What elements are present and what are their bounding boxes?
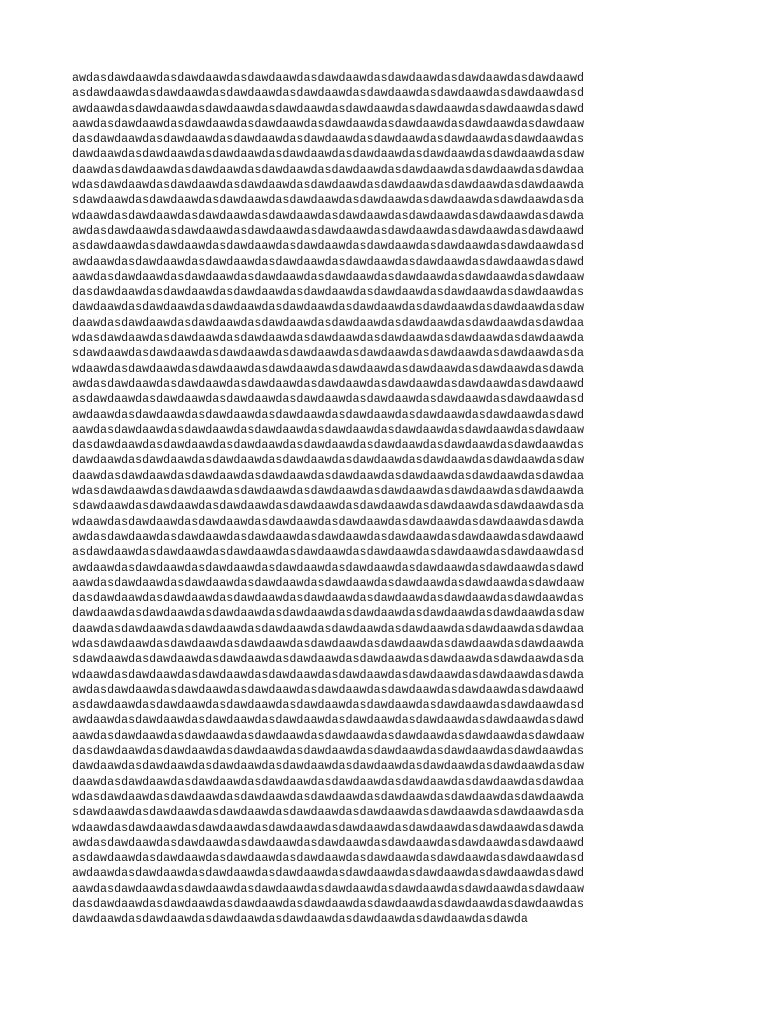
text-line: daawdasdawdaawdasdawdaawdasdawdaawdasdawdaawdasdawdaawdasdawdaawdasdawdaa: [72, 315, 584, 330]
text-line: asdawdaawdasdawdaawdasdawdaawdasdawdaawdasdawdaawdasdawdaawdasdawdaawdasd: [72, 239, 584, 254]
body-text: [72, 71, 712, 928]
text-line: daawdasdawdaawdasdawdaawdasdawdaawdasdawdaawdasdawdaawdasdawdaawdasdawdaa: [72, 468, 584, 483]
text-line: wdasdawdaawdasdawdaawdasdawdaawdasdawdaawdasdawdaawdasdawdaawdasdawdaawda: [72, 636, 584, 651]
text-line: aawdasdawdaawdasdawdaawdasdawdaawdasdawdaawdasdawdaawdasdawdaawdasdawdaaw: [72, 269, 584, 284]
text-line: aawdasdawdaawdasdawdaawdasdawdaawdasdawdaawdasdawdaawdasdawdaawdasdawdaaw: [72, 881, 584, 896]
text-line: dawdaawdasdawdaawdasdawdaawdasdawdaawdasdawdaawdasdawdaawdasdawdaawdasdaw: [72, 453, 584, 468]
text-line: daawdasdawdaawdasdawdaawdasdawdaawdasdawdaawdasdawdaawdasdawdaawdasdawdaa: [72, 621, 584, 636]
text-line: aawdasdawdaawdasdawdaawdasdawdaawdasdawdaawdasdawdaawdasdawdaawdasdawdaaw: [72, 728, 584, 743]
text-line: aawdasdawdaawdasdawdaawdasdawdaawdasdawdaawdasdawdaawdasdawdaawdasdawdaaw: [72, 575, 584, 590]
text-line: daawdasdawdaawdasdawdaawdasdawdaawdasdawdaawdasdawdaawdasdawdaawdasdawdaa: [72, 162, 584, 177]
text-line: awdaawdasdawdaawdasdawdaawdasdawdaawdasdawdaawdasdawdaawdasdawdaawdasdawd: [72, 560, 584, 575]
text-line: awdaawdasdawdaawdasdawdaawdasdawdaawdasdawdaawdasdawdaawdasdawdaawdasdawd: [72, 407, 584, 422]
text-line: dasdawdaawdasdawdaawdasdawdaawdasdawdaawdasdawdaawdasdawdaawdasdawdaawdas: [72, 744, 584, 759]
text-line: dawdaawdasdawdaawdasdawdaawdasdawdaawdasdawdaawdasdawdaawdasdawdaawdasdaw: [72, 759, 584, 774]
text-line: wdaawdasdawdaawdasdawdaawdasdawdaawdasdawdaawdasdawdaawdasdawdaawdasdawda: [72, 208, 584, 223]
text-line: asdawdaawdasdawdaawdasdawdaawdasdawdaawdasdawdaawdasdawdaawdasdawdaawdasd: [72, 545, 584, 560]
text-line: wdasdawdaawdasdawdaawdasdawdaawdasdawdaawdasdawdaawdasdawdaawdasdawdaawda: [72, 484, 584, 499]
text-line: aawdasdawdaawdasdawdaawdasdawdaawdasdawdaawdasdawdaawdasdawdaawdasdawdaaw: [72, 116, 584, 131]
text-line: asdawdaawdasdawdaawdasdawdaawdasdawdaawdasdawdaawdasdawdaawdasdawdaawdasd: [72, 86, 584, 101]
text-line: awdasdawdaawdasdawdaawdasdawdaawdasdawdaawdasdawdaawdasdawdaawdasdawdaawd: [72, 223, 584, 238]
text-line: wdaawdasdawdaawdasdawdaawdasdawdaawdasdawdaawdasdawdaawdasdawdaawdasdawda: [72, 361, 584, 376]
text-line: daawdasdawdaawdasdawdaawdasdawdaawdasdawdaawdasdawdaawdasdawdaawdasdawdaa: [72, 774, 584, 789]
text-line: sdawdaawdasdawdaawdasdawdaawdasdawdaawdasdawdaawdasdawdaawdasdawdaawdasda: [72, 499, 584, 514]
text-line: sdawdaawdasdawdaawdasdawdaawdasdawdaawdasdawdaawdasdawdaawdasdawdaawdasda: [72, 193, 584, 208]
text-line: sdawdaawdasdawdaawdasdawdaawdasdawdaawdasdawdaawdasdawdaawdasdawdaawdasda: [72, 346, 584, 361]
text-line: wdaawdasdawdaawdasdawdaawdasdawdaawdasdawdaawdasdawdaawdasdawdaawdasdawda: [72, 667, 584, 682]
text-line: wdaawdasdawdaawdasdawdaawdasdawdaawdasdawdaawdasdawdaawdasdawdaawdasdawda: [72, 820, 584, 835]
text-line: wdaawdasdawdaawdasdawdaawdasdawdaawdasdawdaawdasdawdaawdasdawdaawdasdawda: [72, 514, 584, 529]
text-line: wdasdawdaawdasdawdaawdasdawdaawdasdawdaawdasdawdaawdasdawdaawdasdawdaawda: [72, 178, 584, 193]
text-line: dawdaawdasdawdaawdasdawdaawdasdawdaawdasdawdaawdasdawdaawdasdawdaawdasdaw: [72, 606, 584, 621]
text-line: wdasdawdaawdasdawdaawdasdawdaawdasdawdaawdasdawdaawdasdawdaawdasdawdaawda: [72, 789, 584, 804]
text-line: awdaawdasdawdaawdasdawdaawdasdawdaawdasdawdaawdasdawdaawdasdawdaawdasdawd: [72, 254, 584, 269]
text-line: asdawdaawdasdawdaawdasdawdaawdasdawdaawdasdawdaawdasdawdaawdasdawdaawdasd: [72, 851, 584, 866]
text-line: dasdawdaawdasdawdaawdasdawdaawdasdawdaawdasdawdaawdasdawdaawdasdawdaawdas: [72, 438, 584, 453]
text-line: awdasdawdaawdasdawdaawdasdawdaawdasdawdaawdasdawdaawdasdawdaawdasdawdaawd: [72, 376, 584, 391]
text-line: wdasdawdaawdasdawdaawdasdawdaawdasdawdaawdasdawdaawdasdawdaawdasdawdaawda: [72, 331, 584, 346]
text-line: asdawdaawdasdawdaawdasdawdaawdasdawdaawdasdawdaawdasdawdaawdasdawdaawdasd: [72, 698, 584, 713]
text-line: awdasdawdaawdasdawdaawdasdawdaawdasdawdaawdasdawdaawdasdawdaawdasdawdaawd: [72, 835, 584, 850]
text-line: sdawdaawdasdawdaawdasdawdaawdasdawdaawdasdawdaawdasdawdaawdasdawdaawdasda: [72, 805, 584, 820]
text-line: dawdaawdasdawdaawdasdawdaawdasdawdaawdasdawdaawdasdawdaawdasdawdaawdasdaw: [72, 300, 584, 315]
text-line: sdawdaawdasdawdaawdasdawdaawdasdawdaawdasdawdaawdasdawdaawdasdawdaawdasda: [72, 652, 584, 667]
text-line: dawdaawdasdawdaawdasdawdaawdasdawdaawdasdawdaawdasdawdaawdasdawdaawdasdaw: [72, 147, 584, 162]
text-line: aawdasdawdaawdasdawdaawdasdawdaawdasdawdaawdasdawdaawdasdawdaawdasdawdaaw: [72, 422, 584, 437]
text-line: dasdawdaawdasdawdaawdasdawdaawdasdawdaawdasdawdaawdasdawdaawdasdawdaawdas: [72, 132, 584, 147]
text-line: dasdawdaawdasdawdaawdasdawdaawdasdawdaawdasdawdaawdasdawdaawdasdawdaawdas: [72, 897, 584, 912]
text-line: dawdaawdasdawdaawdasdawdaawdasdawdaawdasdawdaawdasdawdaawdasdawda: [72, 912, 528, 927]
text-line: awdaawdasdawdaawdasdawdaawdasdawdaawdasdawdaawdasdawdaawdasdawdaawdasdawd: [72, 101, 584, 116]
text-line: awdaawdasdawdaawdasdawdaawdasdawdaawdasdawdaawdasdawdaawdasdawdaawdasdawd: [72, 713, 584, 728]
text-line: awdasdawdaawdasdawdaawdasdawdaawdasdawdaawdasdawdaawdasdawdaawdasdawdaawd: [72, 529, 584, 544]
text-line: awdasdawdaawdasdawdaawdasdawdaawdasdawdaawdasdawdaawdasdawdaawdasdawdaawd: [72, 682, 584, 697]
text-line: awdasdawdaawdasdawdaawdasdawdaawdasdawdaawdasdawdaawdasdawdaawdasdawdaawd: [72, 71, 584, 85]
text-line: asdawdaawdasdawdaawdasdawdaawdasdawdaawdasdawdaawdasdawdaawdasdawdaawdasd: [72, 392, 584, 407]
text-line: awdaawdasdawdaawdasdawdaawdasdawdaawdasdawdaawdasdawdaawdasdawdaawdasdawd: [72, 866, 584, 881]
text-line: dasdawdaawdasdawdaawdasdawdaawdasdawdaawdasdawdaawdasdawdaawdasdawdaawdas: [72, 285, 584, 300]
text-line: dasdawdaawdasdawdaawdasdawdaawdasdawdaawdasdawdaawdasdawdaawdasdawdaawdas: [72, 591, 584, 606]
